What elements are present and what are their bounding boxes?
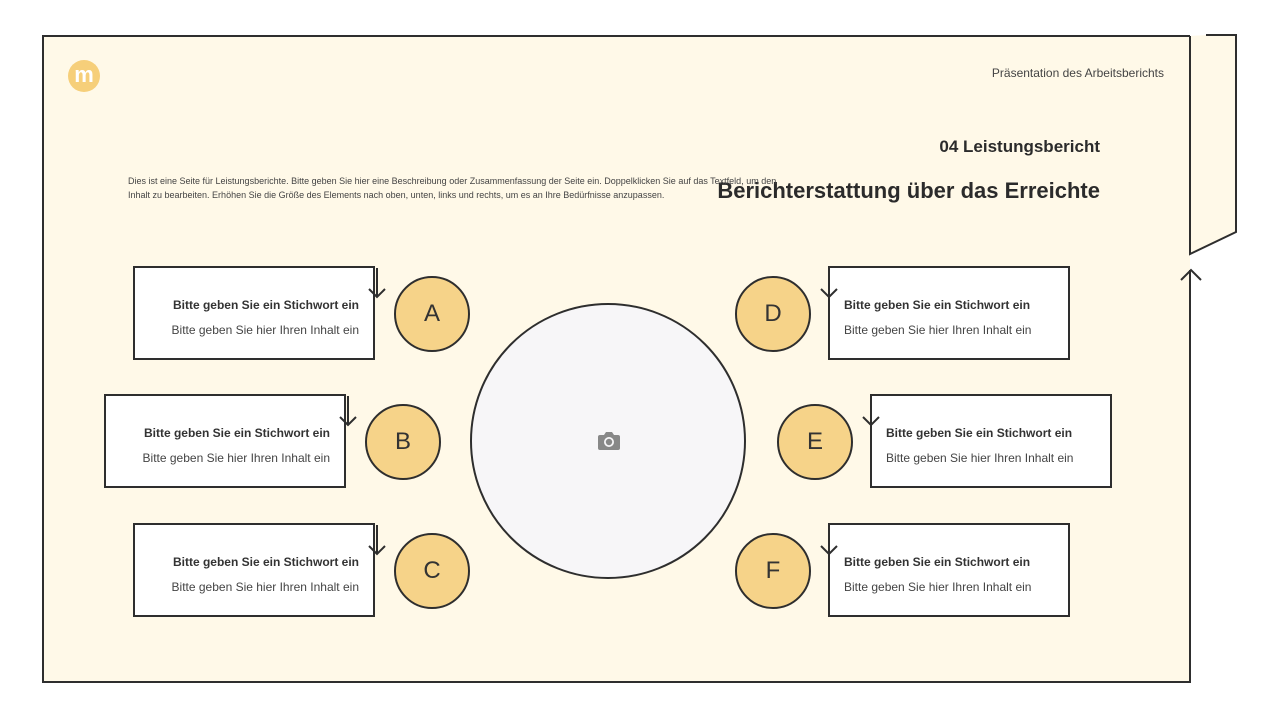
item-badge-f <box>735 533 811 609</box>
item-keyword: Bitte geben Sie ein Stichwort ein <box>172 298 359 312</box>
item-badge-a <box>394 276 470 352</box>
page-description[interactable]: Dies ist eine Seite für Leistungsberichte. Bitte geben Sie hier eine Beschreibung oder Zusammenfassung der Seite ein. Doppelklicken Sie auf das Textfeld, um den Inhalt zu bearbeiten. Erhöhen Sie die Größe des Elements nach oben, unten, links und rechts, um es an Ihre Bedürfnisse anzupassen. <box>128 176 777 200</box>
item-box-a[interactable] <box>133 266 375 360</box>
item-content: Bitte geben Sie hier Ihren Inhalt ein <box>171 323 359 337</box>
badge-letter: E <box>806 428 823 455</box>
item-content: Bitte geben Sie hier Ihren Inhalt ein <box>844 323 1032 337</box>
badge-letter: D <box>764 300 782 327</box>
logo-m-icon: m <box>68 60 100 92</box>
item-box-e[interactable] <box>870 394 1112 488</box>
item-content: Bitte geben Sie hier Ihren Inhalt ein <box>171 580 359 594</box>
item-badge-d <box>735 276 811 352</box>
item-badge-c <box>394 533 470 609</box>
item-keyword: Bitte geben Sie ein Stichwort ein <box>172 555 359 569</box>
item-keyword: Bitte geben Sie ein Stichwort ein <box>844 555 1031 569</box>
item-box-f[interactable] <box>828 523 1070 617</box>
item-content: Bitte geben Sie hier Ihren Inhalt ein <box>844 580 1032 594</box>
item-keyword: Bitte geben Sie ein Stichwort ein <box>886 426 1073 440</box>
camera-icon[interactable] <box>597 430 621 452</box>
item-keyword: Bitte geben Sie ein Stichwort ein <box>844 298 1031 312</box>
item-content: Bitte geben Sie hier Ihren Inhalt ein <box>886 451 1074 465</box>
item-box-b[interactable] <box>104 394 346 488</box>
photo-placeholder[interactable] <box>470 303 746 579</box>
badge-letter: C <box>423 557 441 584</box>
presentation-title: Präsentation des Arbeitsberichts <box>991 66 1164 80</box>
item-badge-b <box>365 404 441 480</box>
page-title: Berichterstattung über das Erreichte <box>717 178 1100 203</box>
item-box-d[interactable] <box>828 266 1070 360</box>
item-keyword: Bitte geben Sie ein Stichwort ein <box>143 426 330 440</box>
item-badge-e <box>777 404 853 480</box>
badge-letter: A <box>423 300 440 327</box>
item-content: Bitte geben Sie hier Ihren Inhalt ein <box>142 451 330 465</box>
item-box-c[interactable] <box>133 523 375 617</box>
badge-letter: B <box>394 428 411 455</box>
badge-letter: F <box>765 557 781 584</box>
frame-right-edge <box>1189 270 1191 683</box>
section-number: 04 Leistungsbericht <box>939 137 1100 156</box>
